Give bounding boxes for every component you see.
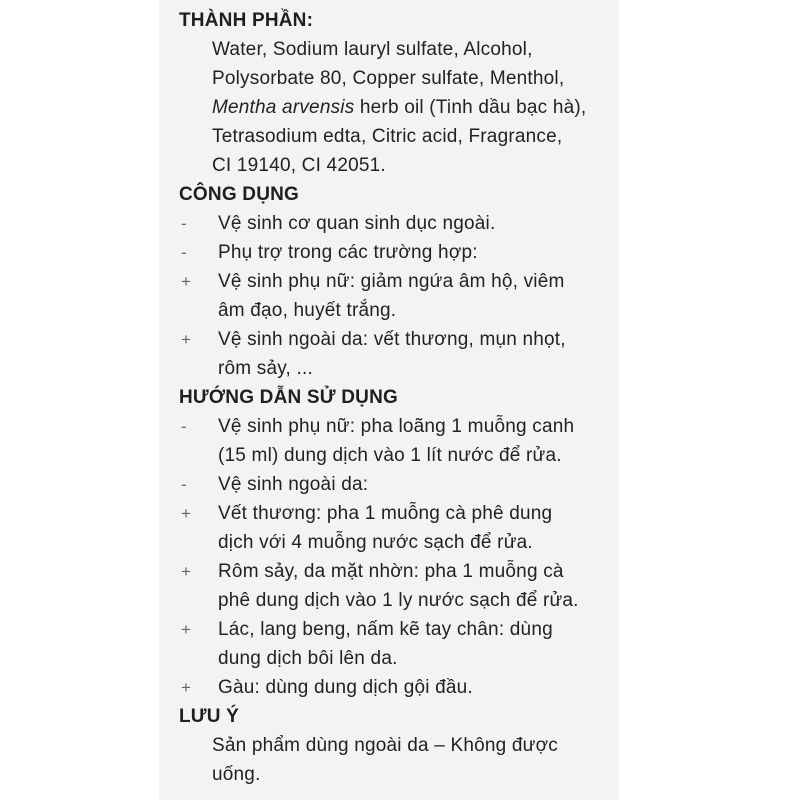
plus-bullet: + xyxy=(181,330,192,349)
list-item xyxy=(179,267,619,325)
item-line: Vệ sinh cơ quan sinh dục ngoài. xyxy=(218,213,496,234)
directions-section xyxy=(179,383,619,702)
item-line: Lác, lang beng, nấm kẽ tay chân: dùng xyxy=(218,619,553,640)
item-line: Vết thương: pha 1 muỗng cà phê dung xyxy=(218,503,553,524)
ingredient-scientific-name: Mentha arvensis xyxy=(212,97,355,118)
uses-heading: CÔNG DỤNG xyxy=(179,184,300,205)
item-line: Phụ trợ trong các trường hợp: xyxy=(218,242,478,263)
plus-bullet: + xyxy=(181,504,192,523)
ingredients-line xyxy=(179,151,619,180)
uses-section xyxy=(179,180,619,383)
item-line: Gàu: dùng dung dịch gội đầu. xyxy=(218,677,473,698)
item-line: rôm sảy, ... xyxy=(218,358,313,379)
plus-bullet: + xyxy=(181,620,192,639)
caution-heading: LƯU Ý xyxy=(179,706,240,727)
caution-line: uống. xyxy=(212,764,261,785)
caution-section xyxy=(179,702,619,789)
ingredients-line xyxy=(179,122,619,151)
list-item xyxy=(179,238,619,267)
ingredient-text: Polysorbate 80, Copper sulfate, Menthol, xyxy=(212,68,565,89)
dash-bullet: - xyxy=(181,214,187,233)
item-line: dịch với 4 muỗng nước sạch để rửa. xyxy=(218,532,533,553)
list-item xyxy=(179,615,619,673)
dash-bullet: - xyxy=(181,417,187,436)
ingredients-line xyxy=(179,35,619,64)
item-line: Rôm sảy, da mặt nhờn: pha 1 muỗng cà xyxy=(218,561,564,582)
item-line: (15 ml) dung dịch vào 1 lít nước để rửa. xyxy=(218,445,562,466)
item-line: Vệ sinh ngoài da: xyxy=(218,474,369,495)
list-item xyxy=(179,325,619,383)
directions-heading: HƯỚNG DẪN SỬ DỤNG xyxy=(179,387,398,408)
plus-bullet: + xyxy=(181,562,192,581)
list-item xyxy=(179,557,619,615)
list-item xyxy=(179,470,619,499)
ingredients-line xyxy=(179,64,619,93)
item-line: phê dung dịch vào 1 ly nước sạch để rửa. xyxy=(218,590,579,611)
ingredient-text: herb oil (Tinh dầu bạc hà), xyxy=(354,97,587,118)
plus-bullet: + xyxy=(181,272,192,291)
item-line: Vệ sinh phụ nữ: giảm ngứa âm hộ, viêm xyxy=(218,271,565,292)
list-item xyxy=(179,499,619,557)
ingredient-text: Tetrasodium edta, Citric acid, Fragrance, xyxy=(212,126,563,147)
ingredient-text: CI 19140, CI 42051. xyxy=(212,155,386,176)
dash-bullet: - xyxy=(181,475,187,494)
item-line: dung dịch bôi lên da. xyxy=(218,648,398,669)
item-line: âm đạo, huyết trắng. xyxy=(218,300,397,321)
list-item xyxy=(179,673,619,702)
ingredients-line xyxy=(179,93,619,122)
caution-line: Sản phẩm dùng ngoài da – Không được xyxy=(212,735,558,756)
list-item xyxy=(179,209,619,238)
product-label-content xyxy=(179,6,619,789)
item-line: Vệ sinh phụ nữ: pha loãng 1 muỗng canh xyxy=(218,416,575,437)
ingredients-heading: THÀNH PHẦN: xyxy=(179,10,314,31)
dash-bullet: - xyxy=(181,243,187,262)
ingredients-section xyxy=(179,6,619,180)
ingredient-text: Water, Sodium lauryl sulfate, Alcohol, xyxy=(212,39,533,60)
item-line: Vệ sinh ngoài da: vết thương, mụn nhọt, xyxy=(218,329,566,350)
list-item xyxy=(179,412,619,470)
plus-bullet: + xyxy=(181,678,192,697)
